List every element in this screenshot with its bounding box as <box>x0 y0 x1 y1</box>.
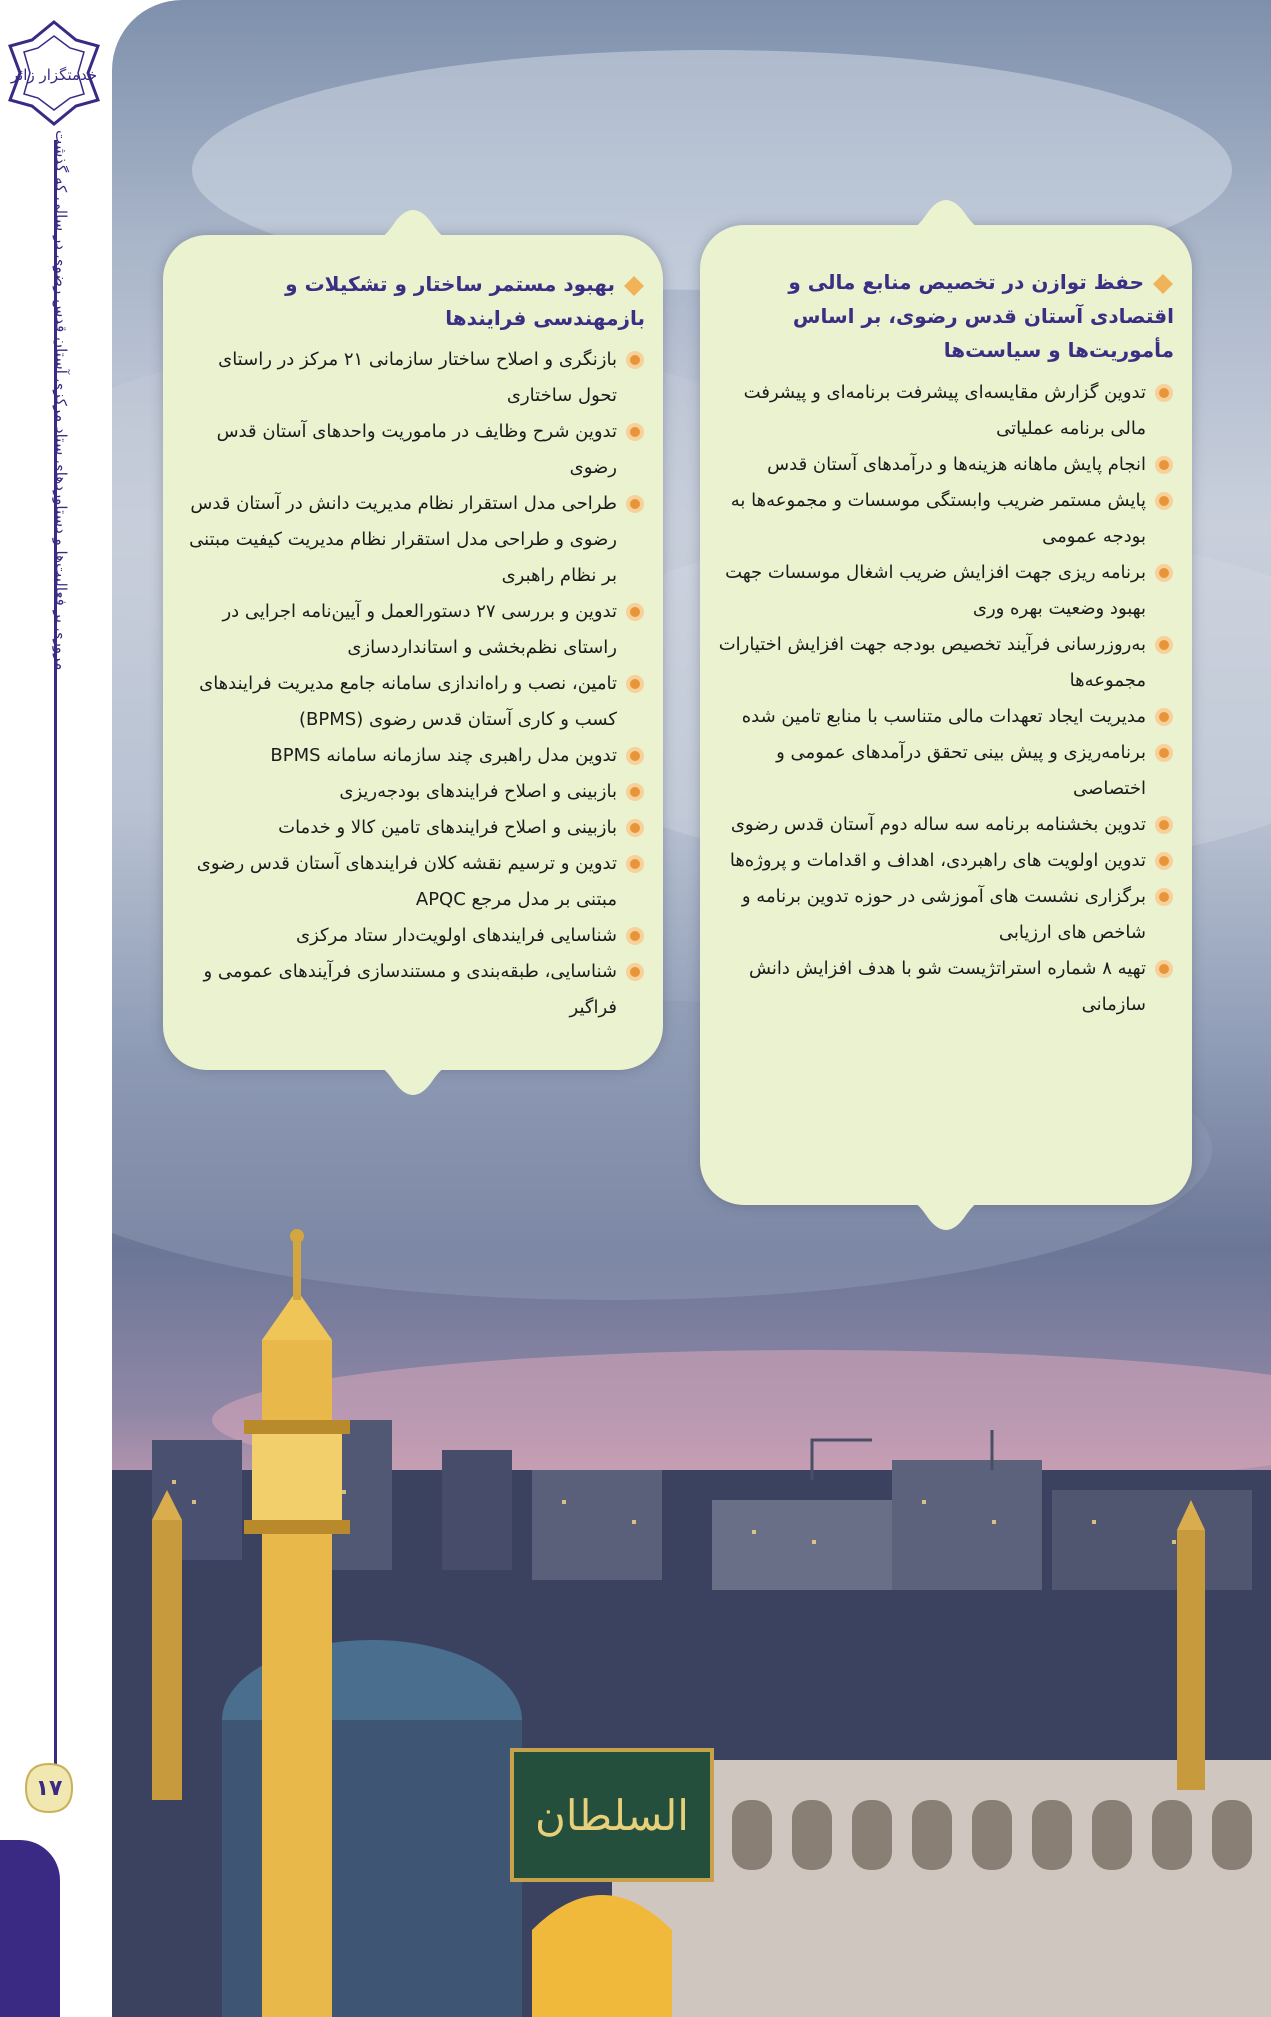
list-item: طراحی مدل استقرار نظام مدیریت دانش در آستان قدس رضوی و طراحی مدل استقرار نظام مدیریت کیفیت مبتنی بر نظام راهبری <box>179 486 649 594</box>
bullet-icon <box>625 818 645 838</box>
list-item: تدوین و ترسیم نقشه کلان فرایندهای آستان قدس رضوی مبتنی بر مدل مرجع APQC <box>179 846 649 918</box>
bullet-icon <box>1154 851 1174 871</box>
list-item: تامین، نصب و راه‌اندازی سامانه جامع مدیریت فرایندهای کسب و کاری آستان قدس رضوی (BPMS) <box>179 666 649 738</box>
card-title: حفظ توازن در تخصیص منابع مالی و اقتصادی آستان قدس رضوی، بر اساس مأموریت‌ها و سیاست‌ها <box>788 270 1174 362</box>
list-item: برنامه ریزی جهت افزایش ضریب اشغال موسسات جهت بهبود وضعیت بهره وری <box>718 555 1178 627</box>
list-item: تدوین اولویت های راهبردی، اهداف و اقدامات و پروژه‌ها <box>718 843 1178 879</box>
page-number: ۱۷ <box>35 1775 63 1801</box>
title-diamond-icon <box>1152 273 1174 295</box>
list-item: تدوین شرح وظایف در ماموریت واحدهای آستان قدس رضوی <box>179 414 649 486</box>
card-bottom-ornament <box>323 1050 503 1110</box>
list-item: شناسایی فرایندهای اولویت‌دار ستاد مرکزی <box>179 918 649 954</box>
bullet-icon <box>625 782 645 802</box>
bullet-icon <box>1154 455 1174 475</box>
bullet-icon <box>625 674 645 694</box>
bullet-icon <box>625 422 645 442</box>
process-reengineering-card <box>163 235 663 1070</box>
financial-balance-card <box>700 225 1192 1205</box>
bullet-icon <box>625 494 645 514</box>
list-item: برگزاری نشست های آموزشی در حوزه تدوین برنامه و شاخص های ارزیابی <box>718 879 1178 951</box>
list-item: تدوین مدل راهبری چند سازمانه سامانه BPMS <box>179 738 649 774</box>
bullet-icon <box>625 746 645 766</box>
list-item: بازبینی و اصلاح فرایندهای بودجه‌ریزی <box>179 774 649 810</box>
logo-text: خدمتگزار زائر <box>10 66 98 84</box>
bullet-icon <box>1154 491 1174 511</box>
bullet-icon <box>625 854 645 874</box>
bullet-icon <box>1154 887 1174 907</box>
banner-text: السلطان <box>535 1791 689 1840</box>
bullet-icon <box>625 350 645 370</box>
list-item: مدیریت ایجاد تعهدات مالی متناسب با منابع تامین شده <box>718 699 1178 735</box>
page-number-badge <box>16 1758 82 1818</box>
bullet-icon <box>1154 707 1174 727</box>
bullet-icon <box>625 602 645 622</box>
item-list <box>718 375 1178 1023</box>
bullet-icon <box>1154 635 1174 655</box>
bullet-icon <box>1154 815 1174 835</box>
list-item: بازنگری و اصلاح ساختار سازمانی ۲۱ مرکز در راستای تحول ساختاری <box>179 342 649 414</box>
bullet-icon <box>1154 563 1174 583</box>
list-item: شناسایی، طبقه‌بندی و مستندسازی فرآیندهای عمومی و فراگیر <box>179 954 649 1026</box>
list-item: تدوین بخشنامه برنامه سه ساله دوم آستان قدس رضوی <box>718 807 1178 843</box>
card-title: بهبود مستمر ساختار و تشکیلات و بازمهندسی فرایندها <box>285 272 645 330</box>
list-item: تدوین گزارش مقایسه‌ای پیشرفت برنامه‌ای و پیشرفت مالی برنامه عملیاتی <box>718 375 1178 447</box>
title-diamond-icon <box>623 275 645 297</box>
item-list <box>179 342 649 1026</box>
card-top-ornament <box>856 185 1036 245</box>
bullet-icon <box>1154 959 1174 979</box>
book-logo <box>6 18 102 128</box>
list-item: بازبینی و اصلاح فرایندهای تامین کالا و خدمات <box>179 810 649 846</box>
list-item: انجام پایش ماهانه هزینه‌ها و درآمدهای آستان قدس <box>718 447 1178 483</box>
list-item: پایش مستمر ضریب وابستگی موسسات و مجموعه‌ها به بودجه عمومی <box>718 483 1178 555</box>
bottom-tab <box>0 1840 60 2017</box>
list-item: تهیه ۸ شماره استراتژیست شو با هدف افزایش دانش سازمانی <box>718 951 1178 1023</box>
card-top-ornament <box>323 195 503 255</box>
bullet-icon <box>1154 383 1174 403</box>
list-item: تدوین و بررسی ۲۷ دستورالعمل و آیین‌نامه اجرایی در راستای نظم‌بخشی و استانداردسازی <box>179 594 649 666</box>
bullet-icon <box>625 926 645 946</box>
bullet-icon <box>625 962 645 982</box>
side-title: مروری بر فعالیت‌ها و دستاوردهای ستاد مرکزی آستان قدس رضوی در سالی که گذشت <box>52 129 70 670</box>
list-item: به‌روزرسانی فرآیند تخصیص بودجه جهت افزایش اختیارات مجموعه‌ها <box>718 627 1178 699</box>
bullet-icon <box>1154 743 1174 763</box>
card-bottom-ornament <box>856 1185 1036 1245</box>
list-item: برنامه‌ریزی و پیش بینی تحقق درآمدهای عمومی و اختصاصی <box>718 735 1178 807</box>
